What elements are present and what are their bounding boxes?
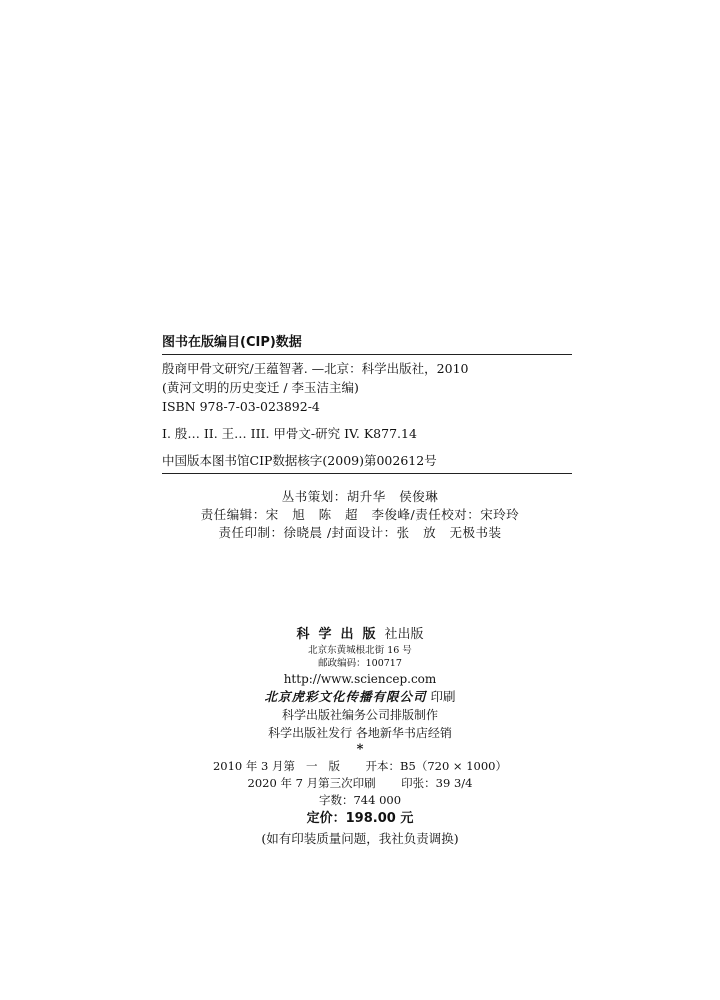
distribution-line: 科学出版社发行 各地新华书店经销 — [268, 726, 452, 740]
publisher-address: 北京东黄城根北街 16 号 — [308, 645, 412, 656]
typesetting-line: 科学出版社编务公司排版制作 — [281, 708, 438, 722]
publisher-postcode: 邮政编码：100717 — [318, 658, 402, 669]
editors-line: 责任编辑：宋 旭 陈 超 李俊峰/责任校对：宋玲玲 — [200, 507, 520, 522]
production-line: 责任印制：徐晓晨 /封面设计：张 放 无极书装 — [218, 525, 502, 540]
cip-verification-number: 中国版本图书馆CIP数据核字(2009)第002612号 — [162, 453, 437, 468]
cip-classification-line: I. 殷… II. 王… III. 甲骨文-研究 IV. K877.14 — [162, 426, 417, 441]
printer-name: 北京虎彩文化传播有限公司 — [264, 689, 427, 704]
publisher-suffix: 社出版 — [384, 627, 424, 642]
cip-series-line: (黄河文明的历史变迁 / 李玉洁主编) — [162, 380, 359, 395]
edition-line-reprint: 2020 年 7 月第三次印刷 印张：39 3/4 — [247, 776, 473, 790]
credits-block — [0, 488, 720, 542]
printer-line — [0, 688, 720, 706]
cip-isbn-line: ISBN 978-7-03-023892-4 — [162, 399, 320, 414]
publisher-website: http://www.sciencep.com — [283, 672, 437, 686]
price-line: 定价：198.00 元 — [306, 811, 414, 826]
cip-data-block — [162, 332, 572, 474]
edition-line-first: 2010 年 3 月第 一 版 开本：B5（720 × 1000） — [212, 759, 507, 773]
publisher-name: 科学出版 — [296, 627, 385, 642]
printer-suffix: 印刷 — [430, 689, 456, 704]
publisher-line — [0, 626, 720, 644]
cip-bottom-rule — [162, 473, 572, 474]
cip-bibliographic-line: 殷商甲骨文研究/王蕴智著. —北京：科学出版社，2010 — [162, 361, 469, 376]
quality-note: (如有印装质量问题，我社负责调换) — [261, 831, 459, 846]
cip-title: 图书在版编目(CIP)数据 — [162, 335, 302, 350]
imprint-block — [0, 626, 720, 849]
cip-top-rule — [162, 354, 572, 355]
separator-star: * — [356, 742, 364, 757]
word-count-line: 字数：744 000 — [318, 793, 402, 807]
series-planner-line: 丛书策划：胡升华 侯俊琳 — [281, 489, 439, 504]
